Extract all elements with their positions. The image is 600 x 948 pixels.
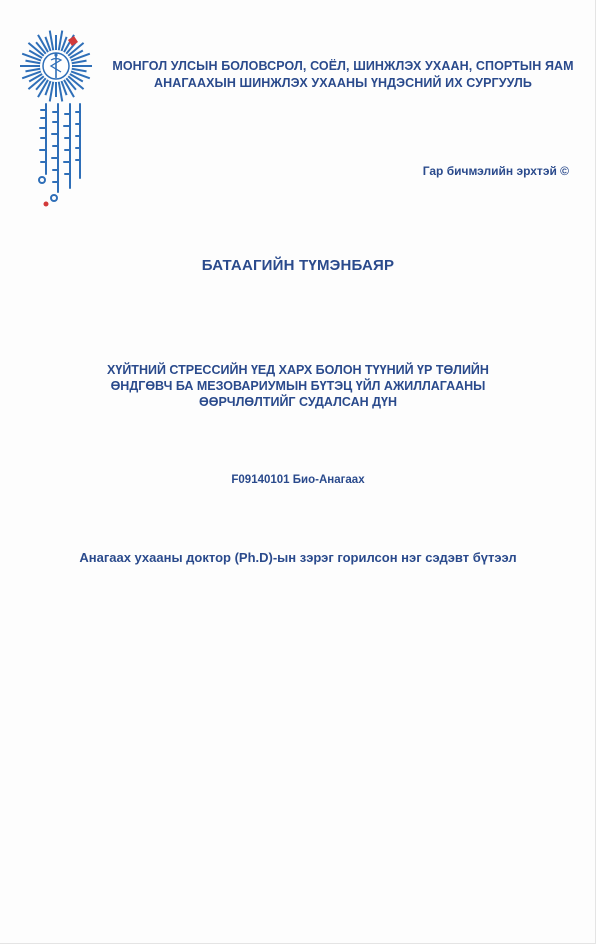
thesis-title-line-2: ӨНДГӨВЧ БА МЕЗОВАРИУМЫН БҮТЭЦ ҮЙЛ АЖИЛЛАГААНЫ <box>110 379 486 393</box>
degree-statement: Анагаах ухааны доктор (Ph.D)-ын зэрэг горилсон нэг сэдэвт бүтээл <box>79 550 517 565</box>
author-name: БАТААГИЙН ТҮМЭНБАЯР <box>201 257 395 274</box>
emblem-ray <box>72 69 87 72</box>
thesis-title-line-1: ХҮЙТНИЙ СТРЕССИЙН ҮЕД ХАРХ БОЛОН ТҮҮНИЙ ҮР ТӨЛИЙН <box>107 363 489 377</box>
emblem-ray <box>72 61 87 64</box>
institution-header <box>108 58 578 92</box>
specialty-code: F09140101 Био-Анагаах <box>231 474 365 486</box>
ministry-line: МОНГОЛ УЛСЫН БОЛОВСРОЛ, СОЁЛ, ШИНЖЛЭХ УХААН, СПОРТЫН ЯАМ <box>112 59 574 73</box>
university-emblem-icon <box>18 28 94 104</box>
copyright-note: Гар бичмэлийн эрхтэй © <box>422 164 569 178</box>
mongolian-script-emblem <box>34 100 84 210</box>
emblem-ray <box>50 82 53 102</box>
emblem-ray <box>59 31 62 51</box>
emblem-ray <box>50 31 53 51</box>
university-line: АНАГААХЫН ШИНЖЛЭХ УХААНЫ ҮНДЭСНИЙ ИХ СУРГУУЛЬ <box>154 76 532 90</box>
thesis-title <box>40 362 556 410</box>
thesis-title-line-3: ӨӨРЧЛӨЛТИЙГ СУДАЛСАН ДҮН <box>199 395 397 409</box>
emblem-ray <box>59 82 62 102</box>
emblem-ray <box>25 69 40 72</box>
emblem-ray <box>25 61 40 64</box>
